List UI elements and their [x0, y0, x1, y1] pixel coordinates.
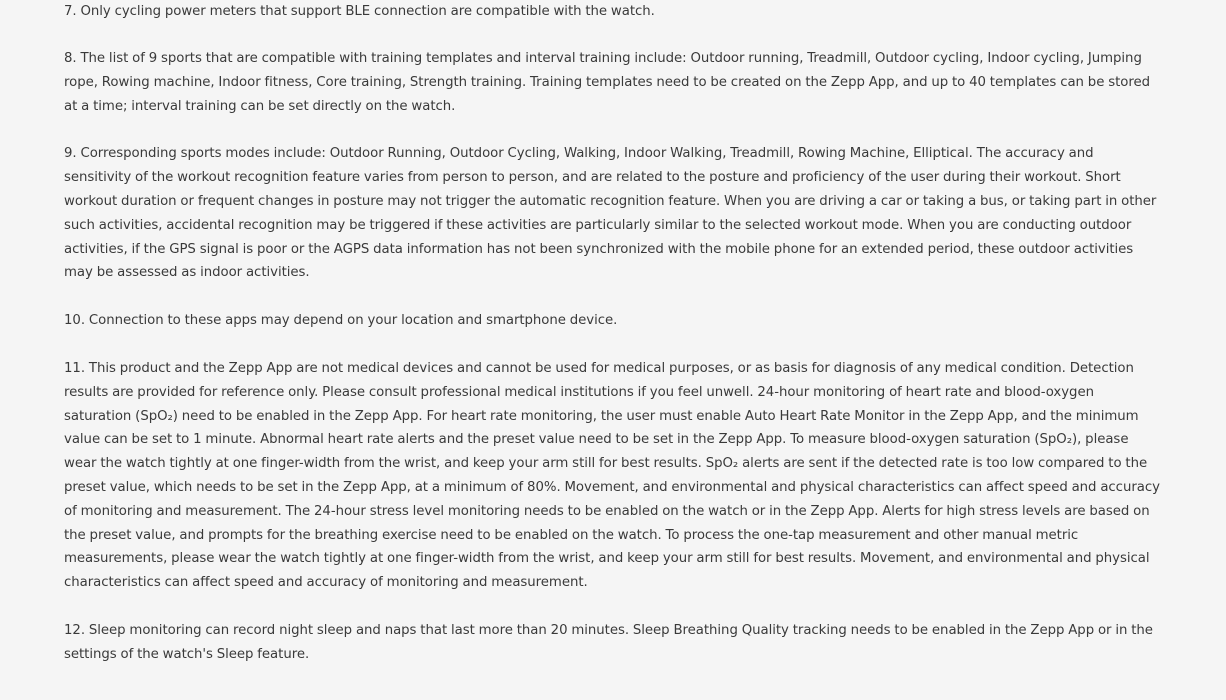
footnote-12: 12. Sleep monitoring can record night sleep and naps that last more than 20 minutes. Sleep Breathing Quality tracking needs to be enabled in the Zepp App or in the settings of the watch's Sleep feature. [64, 622, 1153, 662]
footnote-11: 11. This product and the Zepp App are not medical devices and cannot be used for medical purposes, or as basis for diagnosis of any medical condition. Detection results are provided for reference only. Please consult professional medical institutions if you feel unwell. 24-hour monitoring of heart rate and blood-oxygen saturation (SpO₂) need to be enabled in the Zepp App. For heart rate monitoring, the user must enable Auto Heart Rate Monitor in the Zepp App, and the minimum value can be set to 1 minute. Abnormal heart rate alerts and the preset value need to be set in the Zepp App. To measure blood-oxygen saturation (SpO₂), please wear the watch tightly at one finger-width from the wrist, and keep your arm still for best results. SpO₂ alerts are sent if the detected rate is too low compared to the preset value, which needs to be set in the Zepp App, at a minimum of 80%. Movement, and environmental and physical characteristics can affect speed and accuracy of monitoring and measurement. The 24-hour stress level monitoring needs to be enabled on the watch or in the Zepp App. Alerts for high stress levels are based on the preset value, and prompts for the breathing exercise need to be enabled on the watch. To process the one-tap measurement and other manual metric measurements, please wear the watch tightly at one finger-width from the wrist, and keep your arm still for best results. Movement, and environmental and physical characteristics can affect speed and accuracy of monitoring and measurement. [64, 360, 1160, 591]
footnote-8: 8. The list of 9 sports that are compatible with training templates and interval training include: Outdoor running, Treadmill, Outdoor cycling, Indoor cycling, Jumping rope, Rowing machine, Indoor fitness, Core training, Strength training. Training templates need to be created on the Zepp App, and up to 40 templates can be stored at a time; interval training can be set directly on the watch. [64, 51, 1150, 114]
footnote-9: 9. Corresponding sports modes include: Outdoor Running, Outdoor Cycling, Walking, Indoor Walking, Treadmill, Rowing Machine, Elliptical. The accuracy and sensitivity of the workout recognition feature varies from person to person, and are related to the posture and proficiency of the user during their workout. Short workout duration or frequent changes in posture may not trigger the automatic recognition feature. When you are driving a car or taking a bus, or taking part in other such activities, accidental recognition may be triggered if these activities are particularly similar to the selected workout mode. When you are conducting outdoor activities, if the GPS signal is poor or the AGPS data information has not been synchronized with the mobile phone for an extended period, these outdoor activities may be assessed as indoor activities. [64, 146, 1157, 281]
footnote-10: 10. Connection to these apps may depend on your location and smartphone device. [64, 313, 618, 329]
footnote-7: 7. Only cycling power meters that support BLE connection are compatible with the watch. [64, 4, 655, 19]
footnotes-list [64, 47, 1164, 691]
